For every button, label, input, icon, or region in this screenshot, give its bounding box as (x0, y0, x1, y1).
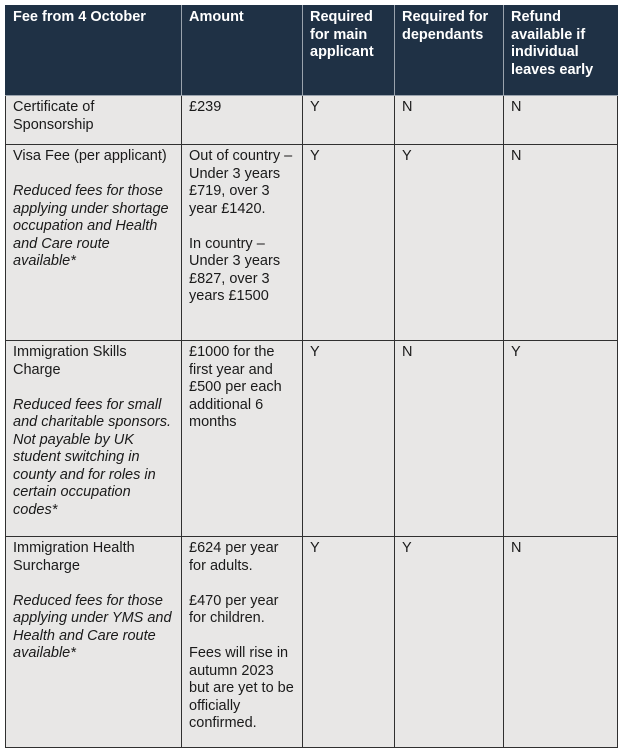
fee-cell (6, 341, 182, 537)
fee-name: Visa Fee (per applicant) (13, 148, 167, 164)
fee-name: Immigration Health Surcharge (13, 540, 135, 574)
fees-table (5, 5, 618, 748)
amount-text: Fees will rise in autumn 2023 but are yet to be officially confirmed. (189, 645, 294, 731)
refund-cell: N (504, 96, 618, 145)
refund-cell: N (504, 145, 618, 341)
main-applicant-cell: Y (303, 145, 395, 341)
header-row (6, 6, 618, 96)
fee-name: Certificate of Sponsorship (13, 99, 95, 133)
amount-text: £1000 for the first year and £500 per each additional 6 months (189, 344, 282, 430)
table-row (6, 145, 618, 341)
fee-note: Reduced fees for those applying under shortage occupation and Health and Care route available* (13, 183, 169, 269)
amount-cell (182, 145, 303, 341)
amount-text: Out of country – Under 3 years £719, over 3 year £1420. (189, 148, 293, 217)
amount-text: £624 per year for adults. (189, 540, 279, 574)
amount-text: £470 per year for children. (189, 592, 279, 626)
dependants-cell: N (395, 341, 504, 537)
table-row (6, 537, 618, 748)
header-fee: Fee from 4 October (6, 6, 182, 96)
main-applicant-cell: Y (303, 341, 395, 537)
fee-cell (6, 537, 182, 748)
header-refund: Refund available if individual leaves early (504, 6, 618, 96)
fee-note: Reduced fees for those applying under YMS and Health and Care route available* (13, 592, 172, 661)
header-amount: Amount (182, 6, 303, 96)
header-dependants: Required for dependants (395, 6, 504, 96)
header-main-applicant: Required for main applicant (303, 6, 395, 96)
amount-text: In country – Under 3 years £827, over 3 years £1500 (189, 235, 281, 304)
amount-cell (182, 537, 303, 748)
main-applicant-cell: Y (303, 96, 395, 145)
main-applicant-cell: Y (303, 537, 395, 748)
fee-note: Reduced fees for small and charitable sponsors. Not payable by UK student switching in county and for roles in certain occupation codes* (13, 396, 171, 518)
amount-cell (182, 96, 303, 145)
table-row (6, 341, 618, 537)
refund-cell: N (504, 537, 618, 748)
dependants-cell: Y (395, 537, 504, 748)
table-row (6, 96, 618, 145)
fee-cell (6, 96, 182, 145)
dependants-cell: N (395, 96, 504, 145)
refund-cell: Y (504, 341, 618, 537)
dependants-cell: Y (395, 145, 504, 341)
fee-cell (6, 145, 182, 341)
amount-cell (182, 341, 303, 537)
amount-text: £239 (189, 99, 222, 115)
fee-name: Immigration Skills Charge (13, 344, 127, 378)
